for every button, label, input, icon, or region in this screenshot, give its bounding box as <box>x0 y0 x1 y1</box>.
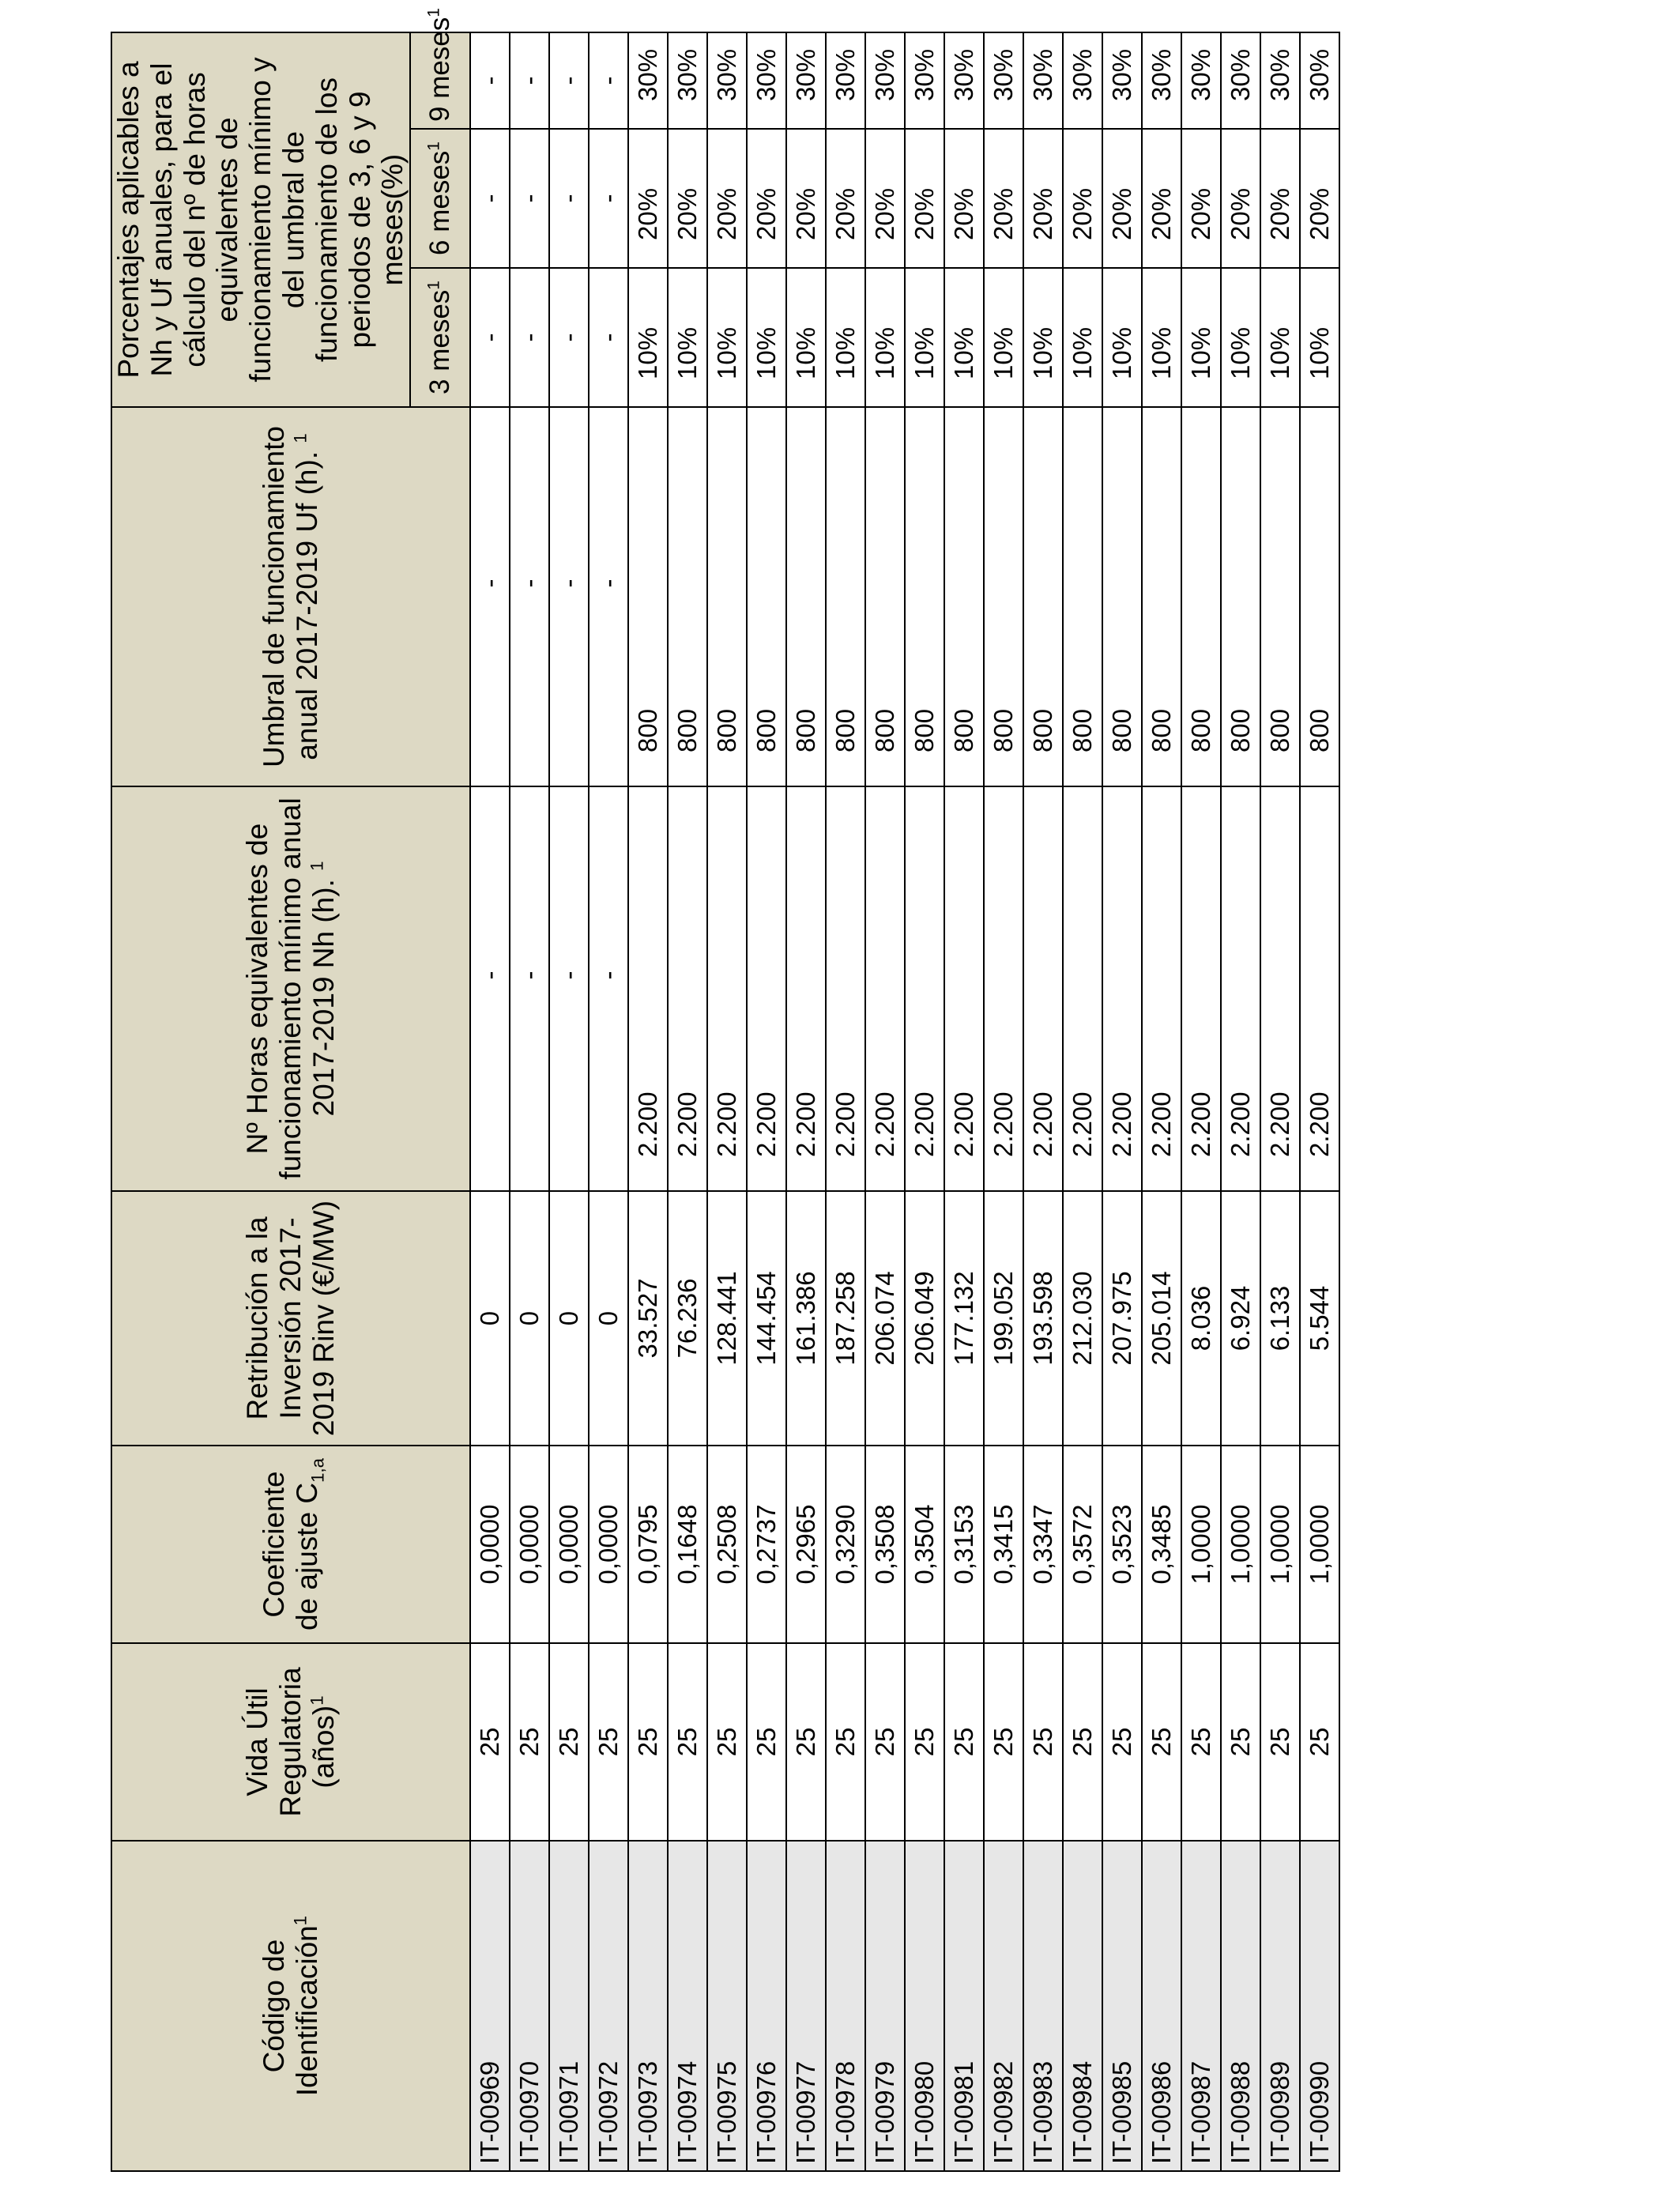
pct-9-meses-cell: 30% <box>865 32 905 129</box>
table-body <box>470 32 1339 2171</box>
table-row <box>628 32 668 2171</box>
pct-9-meses-cell: 30% <box>826 32 865 129</box>
retribucion-cell: 6.133 <box>1260 1191 1300 1446</box>
umbral-cell: - <box>589 407 628 786</box>
pct-3-meses-cell: 10% <box>1102 268 1142 407</box>
pct-3-meses-cell: 10% <box>668 268 707 407</box>
pct-9-meses-cell: 30% <box>1221 32 1260 129</box>
pct-6-meses-cell: 20% <box>1023 129 1063 268</box>
codigo-cell: IT-00980 <box>905 1841 944 2171</box>
coeficiente-cell: 1,0000 <box>1221 1446 1260 1643</box>
horas-cell: 2.200 <box>1102 786 1142 1191</box>
coeficiente-cell: 0,0000 <box>549 1446 589 1643</box>
coeficiente-cell: 0,3485 <box>1142 1446 1181 1643</box>
pct-9-meses-cell: 30% <box>628 32 668 129</box>
pct-9-meses-cell: 30% <box>1063 32 1102 129</box>
table-row <box>1300 32 1339 2171</box>
vida-util-cell: 25 <box>470 1643 510 1841</box>
retribucion-cell: 6.924 <box>1221 1191 1260 1446</box>
pct-9-meses-cell: - <box>470 32 510 129</box>
header-vida-util: Vida Útil Regulatoria (años)$^1$ <box>111 1643 470 1841</box>
pct-9-meses-cell: 30% <box>668 32 707 129</box>
header-6-meses: 6 meses$^1$ <box>410 129 470 268</box>
codigo-cell: IT-00985 <box>1102 1841 1142 2171</box>
header-retribucion: Retribución a la Inversión 2017-2019 Rinv (€/MW) <box>111 1191 470 1446</box>
codigo-cell: IT-00972 <box>589 1841 628 2171</box>
table-row <box>470 32 510 2171</box>
umbral-cell: 800 <box>905 407 944 786</box>
retribucion-cell: 0 <box>589 1191 628 1446</box>
vida-util-cell: 25 <box>1063 1643 1102 1841</box>
umbral-cell: - <box>470 407 510 786</box>
header-9-meses: 9 meses$^1$ <box>410 32 470 129</box>
pct-3-meses-cell: 10% <box>865 268 905 407</box>
coeficiente-cell: 0,3347 <box>1023 1446 1063 1643</box>
coeficiente-cell: 0,0000 <box>470 1446 510 1643</box>
vida-util-cell: 25 <box>826 1643 865 1841</box>
pct-3-meses-cell: 10% <box>1260 268 1300 407</box>
codigo-cell: IT-00979 <box>865 1841 905 2171</box>
table-row <box>865 32 905 2171</box>
codigo-cell: IT-00982 <box>984 1841 1023 2171</box>
vida-util-cell: 25 <box>549 1643 589 1841</box>
rotated-page <box>111 8 1335 2172</box>
umbral-cell: 800 <box>747 407 786 786</box>
codigo-cell: IT-00970 <box>510 1841 549 2171</box>
coeficiente-cell: 0,2965 <box>786 1446 826 1643</box>
vida-util-cell: 25 <box>628 1643 668 1841</box>
header-horas: Nº Horas equivalentes de funcionamiento mínimo anual 2017-2019 Nh (h). $^1$ <box>111 786 470 1191</box>
table-row <box>1221 32 1260 2171</box>
pct-9-meses-cell: 30% <box>1260 32 1300 129</box>
pct-6-meses-cell: 20% <box>628 129 668 268</box>
pct-9-meses-cell: 30% <box>1181 32 1221 129</box>
table-row <box>786 32 826 2171</box>
umbral-cell: 800 <box>944 407 984 786</box>
pct-6-meses-cell: 20% <box>786 129 826 268</box>
pct-3-meses-cell: - <box>510 268 549 407</box>
pct-3-meses-cell: - <box>589 268 628 407</box>
vida-util-cell: 25 <box>1181 1643 1221 1841</box>
horas-cell: - <box>470 786 510 1191</box>
retribucion-cell: 207.975 <box>1102 1191 1142 1446</box>
retribucion-cell: 187.258 <box>826 1191 865 1446</box>
pct-3-meses-cell: 10% <box>1221 268 1260 407</box>
pct-9-meses-cell: 30% <box>1142 32 1181 129</box>
codigo-cell: IT-00975 <box>707 1841 747 2171</box>
retribucion-cell: 0 <box>470 1191 510 1446</box>
pct-3-meses-cell: 10% <box>786 268 826 407</box>
pct-3-meses-cell: 10% <box>747 268 786 407</box>
codigo-cell: IT-00978 <box>826 1841 865 2171</box>
umbral-cell: 800 <box>668 407 707 786</box>
coeficiente-cell: 0,2508 <box>707 1446 747 1643</box>
pct-6-meses-cell: - <box>589 129 628 268</box>
table-row <box>589 32 628 2171</box>
retribucion-cell: 33.527 <box>628 1191 668 1446</box>
codigo-cell: IT-00973 <box>628 1841 668 2171</box>
header-3-meses: 3 meses$^1$ <box>410 268 470 407</box>
retribucion-cell: 161.386 <box>786 1191 826 1446</box>
vida-util-cell: 25 <box>984 1643 1023 1841</box>
umbral-cell: 800 <box>1181 407 1221 786</box>
coeficiente-cell: 0,3290 <box>826 1446 865 1643</box>
pct-3-meses-cell: - <box>470 268 510 407</box>
horas-cell: 2.200 <box>826 786 865 1191</box>
pct-6-meses-cell: 20% <box>1300 129 1339 268</box>
codigo-cell: IT-00990 <box>1300 1841 1339 2171</box>
pct-9-meses-cell: 30% <box>786 32 826 129</box>
coeficiente-cell: 1,0000 <box>1300 1446 1339 1643</box>
horas-cell: 2.200 <box>1142 786 1181 1191</box>
table-row <box>1063 32 1102 2171</box>
coeficiente-cell: 0,0795 <box>628 1446 668 1643</box>
pct-9-meses-cell: 30% <box>944 32 984 129</box>
codigo-cell: IT-00989 <box>1260 1841 1300 2171</box>
codigo-cell: IT-00983 <box>1023 1841 1063 2171</box>
horas-cell: - <box>549 786 589 1191</box>
pct-9-meses-cell: 30% <box>984 32 1023 129</box>
table-row <box>1102 32 1142 2171</box>
table-row <box>944 32 984 2171</box>
horas-cell: 2.200 <box>747 786 786 1191</box>
vida-util-cell: 25 <box>668 1643 707 1841</box>
vida-util-cell: 25 <box>1260 1643 1300 1841</box>
umbral-cell: 800 <box>1300 407 1339 786</box>
horas-cell: - <box>589 786 628 1191</box>
codigo-cell: IT-00986 <box>1142 1841 1181 2171</box>
header-coeficiente: Coeficiente de ajuste $C_{1,a}$ <box>111 1446 470 1643</box>
horas-cell: 2.200 <box>984 786 1023 1191</box>
horas-cell: 2.200 <box>1221 786 1260 1191</box>
umbral-cell: 800 <box>1221 407 1260 786</box>
vida-util-cell: 25 <box>589 1643 628 1841</box>
vida-util-cell: 25 <box>944 1643 984 1841</box>
pct-6-meses-cell: - <box>470 129 510 268</box>
codigo-cell: IT-00971 <box>549 1841 589 2171</box>
pct-6-meses-cell: 20% <box>865 129 905 268</box>
pct-9-meses-cell: 30% <box>1102 32 1142 129</box>
vida-util-cell: 25 <box>1023 1643 1063 1841</box>
table-row <box>1023 32 1063 2171</box>
retribucion-cell: 177.132 <box>944 1191 984 1446</box>
vida-util-cell: 25 <box>1300 1643 1339 1841</box>
retribucion-cell: 76.236 <box>668 1191 707 1446</box>
pct-9-meses-cell: - <box>589 32 628 129</box>
retribucion-cell: 144.454 <box>747 1191 786 1446</box>
horas-cell: 2.200 <box>668 786 707 1191</box>
umbral-cell: 800 <box>826 407 865 786</box>
umbral-cell: 800 <box>1260 407 1300 786</box>
pct-6-meses-cell: - <box>510 129 549 268</box>
coeficiente-cell: 0,2737 <box>747 1446 786 1643</box>
coeficiente-cell: 0,3504 <box>905 1446 944 1643</box>
table-row <box>905 32 944 2171</box>
codigo-cell: IT-00976 <box>747 1841 786 2171</box>
codigo-cell: IT-00987 <box>1181 1841 1221 2171</box>
pct-3-meses-cell: 10% <box>1063 268 1102 407</box>
coeficiente-cell: 0,3508 <box>865 1446 905 1643</box>
pct-3-meses-cell: 10% <box>826 268 865 407</box>
table-row <box>747 32 786 2171</box>
horas-cell: 2.200 <box>628 786 668 1191</box>
coeficiente-cell: 0,0000 <box>510 1446 549 1643</box>
table-row <box>984 32 1023 2171</box>
pct-6-meses-cell: 20% <box>668 129 707 268</box>
table-row <box>668 32 707 2171</box>
horas-cell: - <box>510 786 549 1191</box>
pct-6-meses-cell: 20% <box>905 129 944 268</box>
retribucion-cell: 0 <box>510 1191 549 1446</box>
retribucion-cell: 206.074 <box>865 1191 905 1446</box>
pct-6-meses-cell: 20% <box>1102 129 1142 268</box>
header-porcentajes: Porcentajes aplicables a Nh y Uf anuales, para el cálculo del nº de horas equivalentes de funcionamiento mínimo y del umbral de funcionamiento de los periodos de 3, 6 y 9 meses(%) <box>111 32 410 407</box>
header-umbral: Umbral de funcionamiento anual 2017-2019 Uf (h). $^1$ <box>111 407 470 786</box>
pct-6-meses-cell: 20% <box>1063 129 1102 268</box>
retribucion-cell: 5.544 <box>1300 1191 1339 1446</box>
table-row <box>707 32 747 2171</box>
retribucion-cell: 206.049 <box>905 1191 944 1446</box>
installations-table <box>111 8 1340 2172</box>
coeficiente-cell: 0,3415 <box>984 1446 1023 1643</box>
pct-3-meses-cell: 10% <box>944 268 984 407</box>
horas-cell: 2.200 <box>1023 786 1063 1191</box>
horas-cell: 2.200 <box>1260 786 1300 1191</box>
retribucion-cell: 128.441 <box>707 1191 747 1446</box>
vida-util-cell: 25 <box>1221 1643 1260 1841</box>
pct-9-meses-cell: 30% <box>1023 32 1063 129</box>
horas-cell: 2.200 <box>1181 786 1221 1191</box>
table-row <box>1260 32 1300 2171</box>
table-row <box>1181 32 1221 2171</box>
coeficiente-cell: 0,3572 <box>1063 1446 1102 1643</box>
horas-cell: 2.200 <box>1300 786 1339 1191</box>
vida-util-cell: 25 <box>707 1643 747 1841</box>
retribucion-cell: 212.030 <box>1063 1191 1102 1446</box>
pct-9-meses-cell: 30% <box>905 32 944 129</box>
codigo-cell: IT-00969 <box>470 1841 510 2171</box>
pct-9-meses-cell: - <box>510 32 549 129</box>
vida-util-cell: 25 <box>865 1643 905 1841</box>
umbral-cell: 800 <box>984 407 1023 786</box>
pct-3-meses-cell: 10% <box>905 268 944 407</box>
codigo-cell: IT-00988 <box>1221 1841 1260 2171</box>
umbral-cell: 800 <box>865 407 905 786</box>
vida-util-cell: 25 <box>747 1643 786 1841</box>
pct-3-meses-cell: 10% <box>707 268 747 407</box>
pct-3-meses-cell: 10% <box>1300 268 1339 407</box>
coeficiente-cell: 0,0000 <box>589 1446 628 1643</box>
coeficiente-cell: 1,0000 <box>1181 1446 1221 1643</box>
horas-cell: 2.200 <box>905 786 944 1191</box>
table-row <box>826 32 865 2171</box>
pct-6-meses-cell: 20% <box>1181 129 1221 268</box>
umbral-cell: 800 <box>1023 407 1063 786</box>
retribucion-cell: 205.014 <box>1142 1191 1181 1446</box>
codigo-cell: IT-00977 <box>786 1841 826 2171</box>
vida-util-cell: 25 <box>786 1643 826 1841</box>
horas-cell: 2.200 <box>944 786 984 1191</box>
umbral-cell: 800 <box>628 407 668 786</box>
pct-6-meses-cell: 20% <box>1221 129 1260 268</box>
codigo-cell: IT-00984 <box>1063 1841 1102 2171</box>
retribucion-cell: 193.598 <box>1023 1191 1063 1446</box>
pct-3-meses-cell: 10% <box>628 268 668 407</box>
horas-cell: 2.200 <box>707 786 747 1191</box>
coeficiente-cell: 0,1648 <box>668 1446 707 1643</box>
pct-6-meses-cell: 20% <box>984 129 1023 268</box>
pct-3-meses-cell: 10% <box>1142 268 1181 407</box>
horas-cell: 2.200 <box>865 786 905 1191</box>
retribucion-cell: 199.052 <box>984 1191 1023 1446</box>
vida-util-cell: 25 <box>905 1643 944 1841</box>
header-codigo: Código de Identificación$^1$ <box>111 1841 470 2171</box>
umbral-cell: 800 <box>786 407 826 786</box>
pct-6-meses-cell: 20% <box>707 129 747 268</box>
codigo-cell: IT-00981 <box>944 1841 984 2171</box>
table-row <box>1142 32 1181 2171</box>
codigo-cell: IT-00974 <box>668 1841 707 2171</box>
vida-util-cell: 25 <box>1142 1643 1181 1841</box>
pct-6-meses-cell: 20% <box>747 129 786 268</box>
retribucion-cell: 8.036 <box>1181 1191 1221 1446</box>
coeficiente-cell: 1,0000 <box>1260 1446 1300 1643</box>
pct-6-meses-cell: 20% <box>944 129 984 268</box>
umbral-cell: 800 <box>1142 407 1181 786</box>
pct-9-meses-cell: 30% <box>747 32 786 129</box>
pct-3-meses-cell: - <box>549 268 589 407</box>
pct-9-meses-cell: 30% <box>707 32 747 129</box>
table-row <box>549 32 589 2171</box>
umbral-cell: 800 <box>1063 407 1102 786</box>
pct-6-meses-cell: 20% <box>826 129 865 268</box>
horas-cell: 2.200 <box>1063 786 1102 1191</box>
vida-util-cell: 25 <box>1102 1643 1142 1841</box>
pct-6-meses-cell: - <box>549 129 589 268</box>
coeficiente-cell: 0,3523 <box>1102 1446 1142 1643</box>
coeficiente-cell: 0,3153 <box>944 1446 984 1643</box>
pct-3-meses-cell: 10% <box>984 268 1023 407</box>
horas-cell: 2.200 <box>786 786 826 1191</box>
pct-9-meses-cell: 30% <box>1300 32 1339 129</box>
umbral-cell: - <box>510 407 549 786</box>
retribucion-cell: 0 <box>549 1191 589 1446</box>
pct-6-meses-cell: 20% <box>1260 129 1300 268</box>
pct-9-meses-cell: - <box>549 32 589 129</box>
pct-6-meses-cell: 20% <box>1142 129 1181 268</box>
table-row <box>510 32 549 2171</box>
vida-util-cell: 25 <box>510 1643 549 1841</box>
umbral-cell: 800 <box>707 407 747 786</box>
pct-3-meses-cell: 10% <box>1181 268 1221 407</box>
umbral-cell: 800 <box>1102 407 1142 786</box>
pct-3-meses-cell: 10% <box>1023 268 1063 407</box>
umbral-cell: - <box>549 407 589 786</box>
